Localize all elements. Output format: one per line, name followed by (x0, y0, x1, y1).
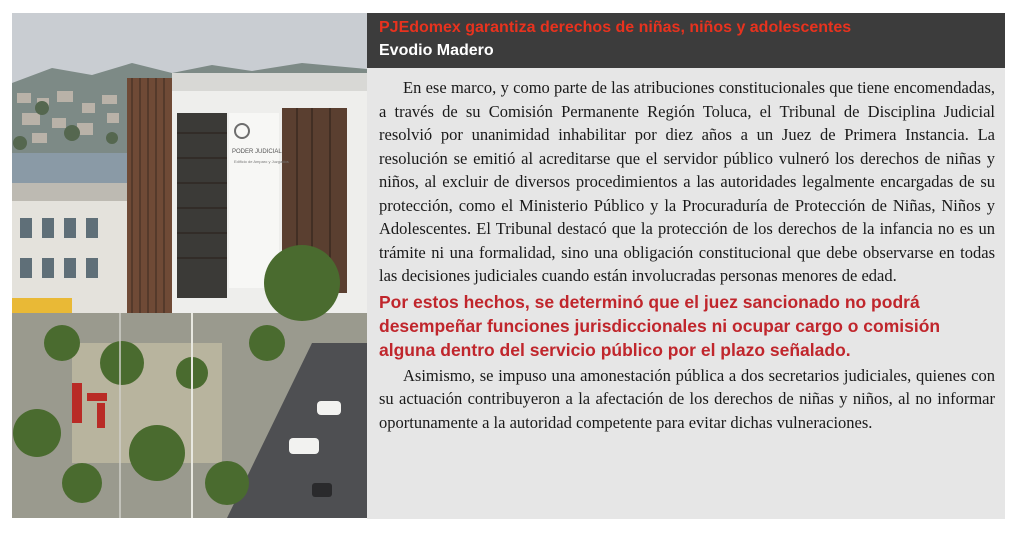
article-author: Evodio Madero (379, 42, 494, 59)
building-sign-text: PODER JUDICIAL (232, 149, 282, 155)
article-panel (367, 13, 1005, 519)
article-paragraph-2: Asimismo, se impuso una amonestación pública a dos secretarios judiciales, quienes con su actuación contribuyeron a la afectación de los derechos de niñas y niños, al no informar oportunamente a la autoridad competente para evitar dichas vulneraciones. (379, 365, 995, 432)
article-highlight-quote: Por estos hechos, se determinó que el juez sancionado no podrá desempeñar funciones jurisdiccionales ni ocupar cargo o comisión alguna dentro del servicio público por el plazo señalado. (379, 291, 941, 360)
article-paragraph-1: En ese marco, y como parte de las atribuciones constitucionales que tiene encomendadas, a través de su Comisión Permanente Región Toluca, el Tribunal de Disciplina Judicial resolvió por unanimidad inhabilitar por diez años a un Juez de Primera Instancia. La resolución se emitió al acreditarse que el servidor público vulneró los derechos de niñas y niños, al excluir de diversos procedimientos a las autoridades legalmente encargadas de su protección, como el Ministerio Público y la Procuraduría de Protección de Niñas, Niños y Adolescentes. El Tribunal destacó que la protección de los derechos de la infancia no es un trámite ni una formalidad, sino una obligación constitucional que debe observarse en todas las decisiones judiciales cuando están involucradas personas menores de edad. (379, 78, 995, 285)
article-photo (12, 13, 367, 518)
building-subtitle-text: Edificio de Amparo y Juzgados (234, 159, 289, 164)
article-header (367, 13, 1005, 68)
article-headline: PJEdomex garantiza derechos de niñas, niños y adolescentes (379, 19, 852, 36)
courthouse-aerial-image (12, 13, 367, 518)
article-body (379, 76, 995, 434)
